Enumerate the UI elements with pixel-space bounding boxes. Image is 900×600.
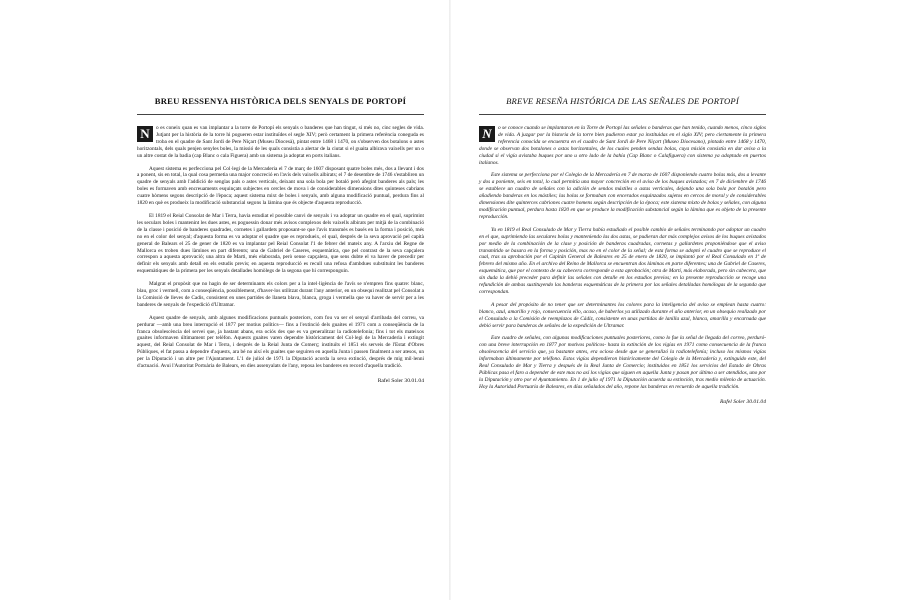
right-page-spanish	[479, 96, 766, 405]
paragraph	[479, 125, 766, 166]
paragraph: A pesar del propósito de no tener que ser determinantes los colores para la inteligencia del aviso se emplean hasta cuatro: blanco, azul, amarillo y rojo, consecuencia ello, acaso, de haberlos ya utilizado durante el año anterior, en un obsequio realizado por el Consulado a la Comisión de reemplazos de Cádiz, consistente en unas partidas de lanilla azul, blanca, amarilla y encarnada que debió servir para banderas de señales de la expedición de Ultramar.	[479, 301, 766, 329]
signature: Rafel Soler 30.01.04	[720, 398, 766, 405]
drop-cap: N	[479, 126, 495, 142]
signature: Rafel Soler 30.01.04	[377, 378, 424, 384]
page-title: BREU RESSENYA HISTÒRICA DELS SENYALS DE PORTOPÍ	[154, 96, 407, 106]
page-fold	[449, 0, 451, 600]
drop-cap: N	[137, 126, 153, 142]
title-rule	[479, 114, 766, 115]
paragraph: Este sistema se perfecciona por el Colegio de la Mercadería en 7 de marzo de 1607 disponiendo cuatro bolas más, dos a levante y dos a poniente, seis en total, lo cual permitía una mayor concreción en el aviso de los buques avistados; en 7 de diciembre de 1746 se establece un cuadro de señales con la adición de sendos mástiles o astas verticales, dejando una sola bola por botalón pero añadiendo banderas en los mástiles; las bolas se formaban con encerados esquinzados sujetos en cercos de moral y de considerables dimensiones dite quinterces cabriones cuatre homens según descripción de la época; este sistema mixto de bolas y señales, con alguna modificación puntual, perdura hasta 1820 en que se produce la modificación substancial según la lámina que es objeto de la presente reproducción.	[479, 172, 766, 220]
paragraph-text: o es coneix quan es van implantar a la torre de Portopí els senyals o banderes que han tingut, si més no, cinc segles de vida. Jutjant per la història de la torre hi pogueren estar instituïdes el segle XIV; però certament la primera referència coneguda es troba en el quadre de Sant Jordi de Pere Niçart (Museu Diocesà), pintat entre 1468 i 1470, on s'observen dos botalons o astes horitzontals, dels quals penjen senyles boles, la missió de les quals consistia a alertar de la ciutat si el guaita albirava vaixells per un o un altre costat de la badia (cap Blanc o cala Figuera) amb un sistema ja adoptat en ports italians.	[137, 125, 424, 159]
paragraph: El 1819 el Reial Consolat de Mar i Terra, havia estudiat el possible canvi de senyals i va adoptar un quadre en el qual, suprimint les seculars boles i mantenint les dues astes, es poguessin donar més avisos complexos dels vaixells albirats per mitjà de la combinació de la classe i posició de banderes quadrades, cornetes i gallardets proposant-se que l'avís transmès es basés en la forma i posició, més no en el color del senyal; d'aquesta forma es va adoptar el quadre que es reprodueix, el qual, després de la seva aprovació pel capità general de Balears el 25 de gener de 1820 es va implantar pel Reial Consolat l'1 de febrer del mateix any. A l'arxiu del Regne de Mallorca es troben dues làmines en part diferents; una de Gabriel de Caseres, esquemàtica, que pel contrast de la seva capçalera correspon a aquesta aprovació; una altra de Marti, més elaborada, però sense capçalera, que sens dubte el va haver de precedir per definir els senyals amb detall en els estudis previs; en aquesta reproducció es recull una refosa d'ambdues substituint les banderes esquemàtiques de la primera per les senyals detallades homòlegs de la segona que hi corresponguin.	[137, 212, 424, 275]
left-page-catalan	[137, 96, 424, 384]
paragraph	[137, 125, 424, 160]
paragraph: Malgrat el propòsit que no hagin de ser determinants els colors per a la intel·ligència de l'avís se n'empren fins quatre: blanc, blau, groc i vermell, com a conseqüència, possiblement, d'haver-los utilitzat durant l'any anterior, en un obsequi realitzat pel Consolat a la Comissió de lleves de Cadis, consistent en unes partides de llaneta blava, blanca, groga i vermella que va haver de servir per a les banderes de senyals de l'expedició d'Ultramar.	[137, 281, 424, 308]
paragraph: Aquest quadre de senyals, amb algunes modificacions puntuals posteriors, com fou va ser el senyal d'arribada del correu, va perdurar —amb una breu interrupció el 1877 per motius polítics— fins a l'extinció dels guaites el 1971 com a conseqüència de la franca obsolescència del servei que, ja bastant abans, era ociós des que es va generalitzar la radiotelefonia; fins i tot els mateixos guaites informaven últimament per telèfon. Aquests guaites varen dependre històricament del Col·legi de la Mercaderia i extingit aquest, del Reial Consolat de Mar i Terra, i després de la Reial Junta de Comerç; instituïts el 1851 els serveis de l'Estat d'Obres Públiques, el fat passa a dependre d'aquests, ara bé no així els guaites que seguiren en aquella Junta i passen finalment a ser atesos, un per la Diputació i un altre per l'Ajuntament. L'1 de juliol de 1971 la Diputació acorda la seva extinció, després de mig mil·lenni d'actuació. Avui l'Autoritat Portuària de Balears, en dies assenyalats de l'any, reposa les banderes en record d'aquella tradició.	[137, 314, 424, 370]
paragraph: Aquest sistema es perfecciona pel Col·legi de la Mercaderia el 7 de març de 1607 disposant quatre boles més, dos a llevant i dos a ponent, sis en total, la qual cosa permetia una major concreció en l'avís dels vaixells albirats; el 7 de desembre de 1746 s'establiren un quadre de senyals amb l'addició de senglas pals o astes verticals, deixant una sola bola per botaló però afegint banderes als pals; les boles es formaven amb encreuaments esquinçats subjectes en cercles de mova i de considerables dimensions dites quinteses cabrians cuatre hòmens segons descripció de l'època; aquest sistema mixt de boles i senyals, amb alguna modificació puntual, perdura fins al 1820 en què es produeix la modificació substancial segons la làmina que és objecte d'aquesta reproducció.	[137, 165, 424, 207]
paragraph: Este cuadro de señales, con algunas modificaciones puntuales posteriores, como lo fue la señal de llegada del correo, perduró- con una breve interrupción en 1877 por motivos políticos- hasta la extinción de los vigías en 1971 como consecuencia de la franca obsolescencia del servicio que, ya bastante antes, era ocioso desde que se generalizó la radiotelefonía; incluso los mismos vigías informaban últimamente por teléfono. Estos vigías dependieron históricamente del Colegio de la Mercadería y, extinguido este, del Real Consulado de Mar y Tierra y después de la Real Junta de Comercio; instituidos en 1851 los servicios del Estado de Obras Públicas pasa el faro a depender de este mas no así los vigías que siguen en aquella Junta y pasan por último a ser atendidos, uno por la Diputación y otro por el Ayuntamiento. En 1 de julio of 1971 la Diputación acuerda su extinción, tras medio milenio de actuación. Hoy la Autoridad Portuaria de Baleares, en días señalados del año, repone las banderas en recuerdo de aquella tradición.	[479, 335, 766, 390]
paragraph: Ya en 1819 el Real Consulado de Mar y Tierra había estudiado el posible cambio de señales terminando por adoptar un cuadro en el que, suprimiendo las seculares bolas y manteniendo las dos astas, se pudieran dar más complejos avisos de los buques avistados por medio de la combinación de la clase y posición de banderas cuadradas, cornetas y gallardetes proponiéndose que el aviso transmitido se basara en la forma y posición, mas no en el color de la señal; de esta forma se adoptó el cuadro que se reproduce el cual, tras su aprobación por el Capitán General de Baleares en 25 de enero de 1820, se implantó por el Real Consulado en 1º de febrero del mismo año. En el archivo del Reino de Mallorca se encuentran dos láminas en parte diferentes; una de Gabriel de Caseres, esquemática, que por el contexto de su cabecera corresponde a esta aprobación; otra de Martí, más elaborada, pero sin cabecera, que sin duda la debió preceder para definir las señales con detalle en los estudios previos; en la presente reproducción se recoge una refundición de ambas sustituyendo las banderas esquemáticas de la primera por las señales detalladas homólogas de la segunda que correspondan.	[479, 226, 766, 295]
title-rule	[137, 114, 424, 115]
paragraph-text: o se conoce cuando se implantaron en la Torre de Portopí las señales o banderas que han tenido, cuando menos, cinco siglos de vida. A juzgar por la historia de la torre bien pudieron estar ya instituidas en el siglo XIV; pero ciertamente la primera referencia conocida se encuentra en el cuadro de Sant Jordi de Pere Niçart (Museo Diocesano), pintado entre 1468 y 1470, donde se observan dos botalones o astas horizontales, de los cuales penden sendas bolas, cuya misión consistía en dar aviso a la ciudad si el vigía avistaba buques por uno u otro lado de la bahía (Cap Blanc o Calafiguera) con sistema ya adoptado en puertos italianos.	[479, 125, 766, 166]
page-title: BREVE RESEÑA HISTÓRICA DE LAS SEÑALES DE PORTOPÍ	[506, 96, 739, 106]
